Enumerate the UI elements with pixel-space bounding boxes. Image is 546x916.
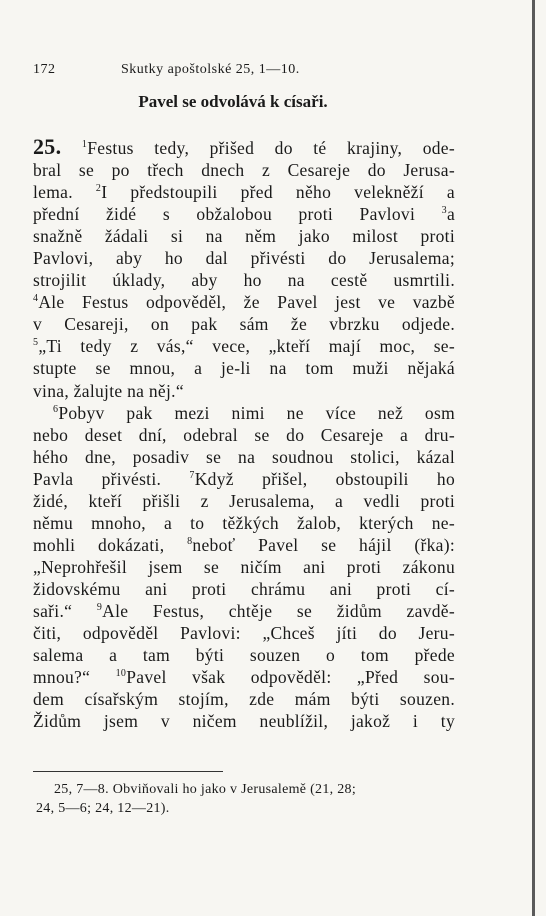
text-line: snažně žádali si na něm jako milost proti: [33, 226, 455, 247]
section-title-text: Pavel se odvolává k císaři.: [138, 92, 328, 111]
verse-number: 7: [189, 469, 195, 481]
text-line: „Neprohřešil jsem se ničím ani proti zákonu: [33, 556, 455, 577]
text-line: přední židé s obžalobou proti Pavlovi $^3$a: [33, 204, 456, 225]
section-title: [0, 92, 546, 112]
footnote: [36, 780, 456, 818]
text-line: $^5$„Ti tedy z vás,“ vece, „kteří mají moc, se-: [33, 336, 455, 357]
verse-number: 5: [33, 337, 39, 349]
text-line: Židům jsem v ničem neublížil, jakož i ty: [33, 711, 455, 732]
text-line: salema a tam býti souzen o tom přede: [33, 645, 455, 666]
verse-number: 6: [53, 403, 59, 415]
text-line: dem císařským stojím, zde mám býti souzen.: [33, 689, 455, 710]
text-line: Pavlovi, aby ho dal přivésti do Jerusalema;: [33, 248, 455, 269]
chapter-number: 25.: [33, 134, 62, 159]
running-title: Skutky apoštolské 25, 1—10.: [121, 62, 300, 77]
verse-number: 8: [187, 535, 193, 547]
verse-number: 10: [115, 668, 127, 680]
page-edge: [532, 0, 535, 916]
verse-number: 3: [441, 205, 447, 217]
text-line: bral se po třech dnech z Cesareje do Jerusa-: [33, 160, 455, 181]
text-line: lema. $^2$I předstoupili před něho velekněží a: [33, 182, 455, 203]
verse-number: 1: [81, 139, 88, 150]
text-line: v Cesareji, on pak sám že vbrzku odjede.: [33, 314, 455, 335]
text-line: nebo deset dní, odebral se do Cesareje a dru-: [33, 424, 455, 445]
text-line: vina, žalujte na něj.“: [33, 380, 184, 401]
body-text: [33, 136, 455, 732]
text-line: židovskému ani proti chrámu ani proti cí-: [33, 578, 455, 599]
text-line: strojilit úklady, aby ho na cestě usmrtili.: [33, 270, 455, 291]
text-line: $^6$Pobyv pak mezi nimi ne více než osm: [53, 402, 455, 423]
verse-number: 9: [96, 601, 103, 613]
text-line: Pavla přivésti. $^7$Když přišel, obstoupili ho: [33, 468, 455, 489]
text-line: hého dne, posadiv se na soudnou stolici, kázal: [33, 446, 455, 467]
page-number: 172: [33, 62, 56, 77]
text-line: židé, kteří přišli z Jerusalema, a vedli proti: [33, 490, 455, 511]
footnote-line: 24, 5—6; 24, 12—21).: [36, 801, 170, 816]
text-line: mohli dokázati, $^8$neboť Pavel se hájil (řka):: [33, 534, 455, 555]
footnote-rule: [33, 771, 223, 772]
text-line: němu mnoho, a to těžkých žalob, kterých ne-: [33, 512, 455, 533]
text-line: 25. $^1$Festus tedy, přišed do té krajiny, ode-: [33, 134, 455, 159]
verse-number: 4: [33, 293, 39, 305]
text-line: mnou?“ $^{10}$Pavel však odpověděl: „Před sou-: [33, 667, 455, 688]
text-line: saři.“ $^9$Ale Festus, chtěje se židům zavdě-: [33, 600, 455, 621]
text-line: stupte se mnou, a je-li na tom muži nějaká: [33, 358, 455, 379]
text-line: čiti, odpověděl Pavlovi: „Chceš jíti do Jeru-: [33, 623, 455, 644]
verse-number: 2: [95, 183, 102, 195]
text-line: $^4$Ale Festus odpověděl, že Pavel jest ve vazbě: [33, 292, 455, 313]
footnote-line: 25, 7—8. Obviňovali ho jako v Jerusalemě (21, 28;: [54, 782, 357, 797]
